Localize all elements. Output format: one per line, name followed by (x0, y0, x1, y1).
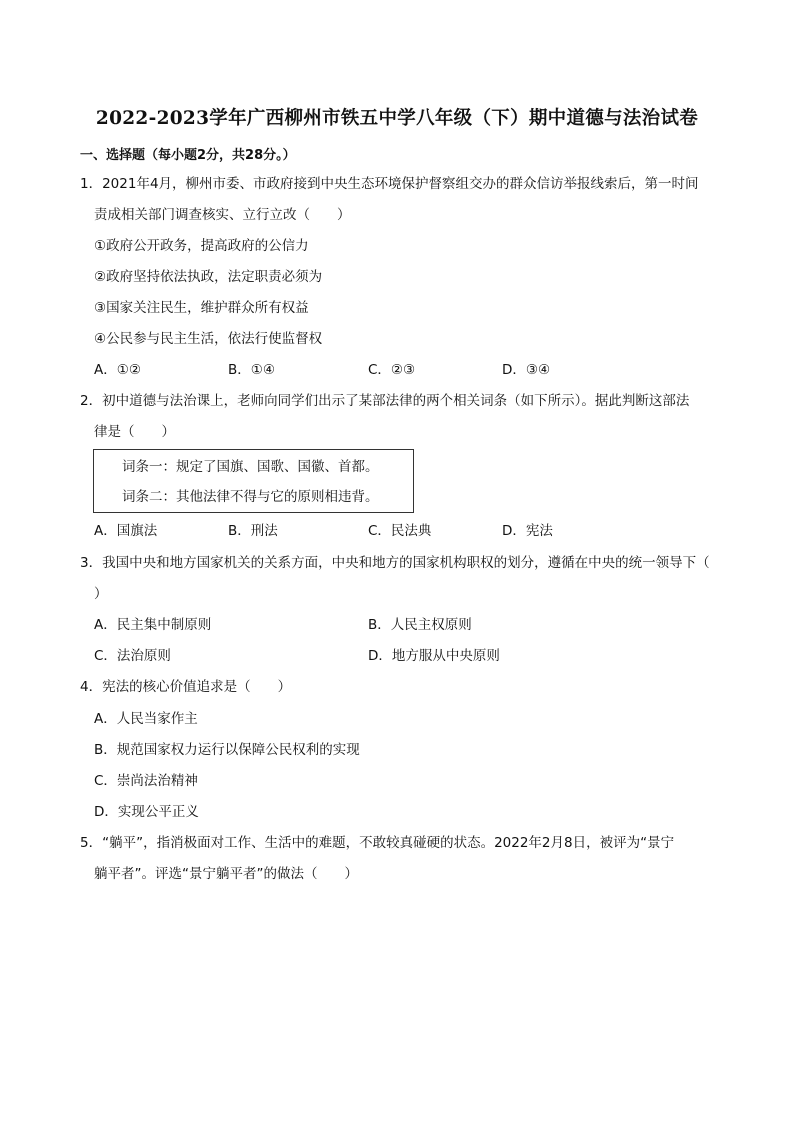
question-1-option-d: D．③④ (502, 362, 551, 378)
question-2-stem-cont: 律是（ ） (94, 424, 175, 440)
question-1-option-b: B．①④ (228, 362, 275, 378)
question-2-option-c: C．民法典 (368, 523, 432, 539)
question-1-stem: 1．2021年4月，柳州市委、市政府接到中央生态环境保护督察组交办的群众信访举报线索后，第一时间 (80, 176, 699, 192)
question-1-statement-4: ④公民参与民主生活，依法行使监督权 (94, 331, 323, 347)
question-4-option-c: C．崇尚法治精神 (94, 773, 198, 789)
question-1-statement-1: ①政府公开政务，提高政府的公信力 (94, 238, 309, 254)
question-2-term-box (93, 449, 414, 513)
question-3-stem-cont: ） (94, 586, 108, 602)
question-4-option-a: A．人民当家作主 (94, 711, 198, 727)
question-2-option-d: D．宪法 (502, 523, 553, 539)
question-2-option-b: B．刑法 (228, 523, 278, 539)
question-3-option-d: D．地方服从中央原则 (368, 648, 500, 664)
question-5-stem: 5．“躺平”，指消极面对工作、生活中的难题，不敢较真碰硬的状态。2022年2月8日，被评为“景宁 (80, 835, 675, 851)
question-2-option-a: A．国旗法 (94, 523, 158, 539)
question-3-option-b: B．人民主权原则 (368, 617, 472, 633)
question-4-option-b: B．规范国家权力运行以保障公民权利的实现 (94, 742, 360, 758)
question-3-stem: 3．我国中央和地方国家机关的关系方面，中央和地方的国家机构职权的划分，遵循在中央的统一领导下（ (80, 555, 710, 571)
question-1-stem-cont: 责成相关部门调查核实、立行立改（ ） (94, 207, 351, 223)
term-1: 词条一：规定了国旗、国歌、国徽、首都。 (122, 459, 379, 475)
page-title: 2022-2023学年广西柳州市铁五中学八年级（下）期中道德与法治试卷 (95, 108, 699, 129)
question-3-option-a: A．民主集中制原则 (94, 617, 212, 633)
question-3-option-c: C．法治原则 (94, 648, 171, 664)
question-1-option-c: C．②③ (368, 362, 416, 378)
question-4-option-d: D．实现公平正义 (94, 804, 199, 820)
question-1-statement-2: ②政府坚持依法执政，法定职责必须为 (94, 269, 323, 285)
term-2: 词条二：其他法律不得与它的原则相违背。 (122, 489, 379, 505)
question-5-stem-cont: 躺平者”。评选“景宁躺平者”的做法（ ） (94, 866, 358, 882)
question-4-stem: 4．宪法的核心价值追求是（ ） (80, 679, 292, 695)
question-1-statement-3: ③国家关注民生，维护群众所有权益 (94, 300, 309, 316)
section-heading: 一、选择题（每小题2分，共28分。） (80, 148, 296, 163)
question-2-stem: 2．初中道德与法治课上，老师向同学们出示了某部法律的两个相关词条（如下所示）。据此判断这部法 (80, 393, 690, 409)
question-1-option-a: A．①② (94, 362, 141, 378)
